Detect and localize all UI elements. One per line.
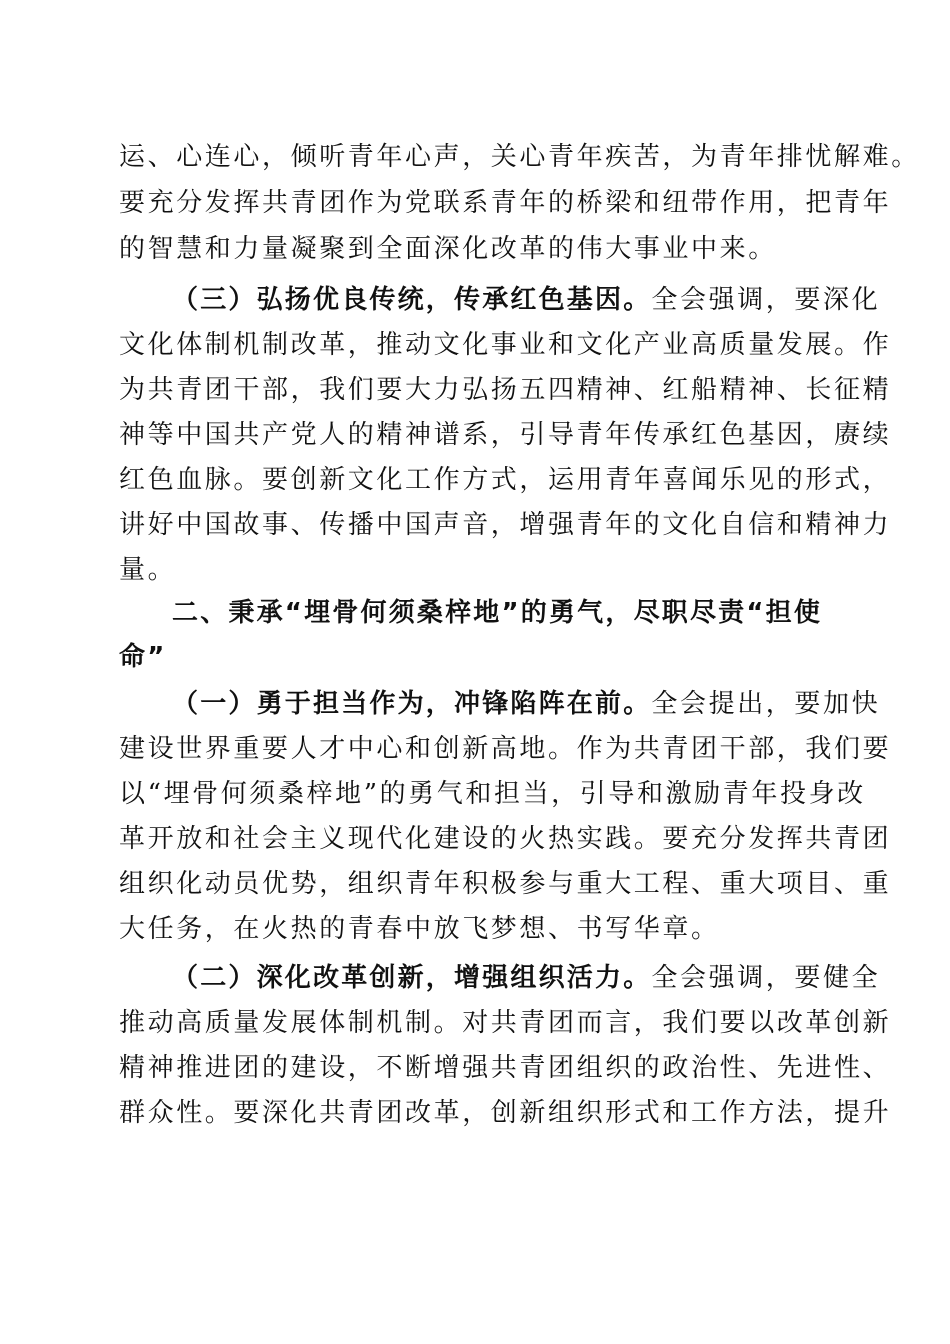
body-line: 精神推进团的建设，不断增强共青团组织的政治性、先进性、 xyxy=(119,1053,892,1083)
body-line: 大任务，在火热的青春中放飞梦想、书写华章。 xyxy=(119,914,720,944)
body-line: 革开放和社会主义现代化建设的火热实践。要充分发挥共青团 xyxy=(119,824,892,854)
body-line: 为共青团干部，我们要大力弘扬五四精神、红船精神、长征精 xyxy=(119,375,892,405)
section-one-title: （一）勇于担当作为，冲锋陷阵在前。 xyxy=(172,689,652,719)
body-line: 量。 xyxy=(119,555,177,585)
body-line: 文化体制机制改革，推动文化事业和文化产业高质量发展。作 xyxy=(119,330,892,360)
section-three-title: （三）弘扬优良传统，传承红色基因。 xyxy=(172,285,652,315)
body-line: 要充分发挥共青团作为党联系青年的桥梁和纽带作用，把青年 xyxy=(119,188,892,218)
body-line: 神等中国共产党人的精神谱系，引导青年传承红色基因，赓续 xyxy=(119,420,892,450)
chapter-two-heading-cont: 命” xyxy=(119,642,167,672)
body-line: 群众性。要深化共青团改革，创新组织形式和工作方法，提升 xyxy=(119,1098,892,1128)
body-line: 组织化动员优势，组织青年积极参与重大工程、重大项目、重 xyxy=(119,869,892,899)
section-two-title-line: （二）深化改革创新，增强组织活力。全会强调，要健全 xyxy=(172,963,881,993)
section-three-title-line: （三）弘扬优良传统，传承红色基因。全会强调，要深化 xyxy=(172,285,881,315)
body-line: 推动高质量发展体制机制。对共青团而言，我们要以改革创新 xyxy=(119,1008,892,1038)
chapter-two-heading: 二、秉承“埋骨何须桑梓地”的勇气，尽职尽责“担使 xyxy=(172,598,823,628)
body-line: 讲好中国故事、传播中国声音，增强青年的文化自信和精神力 xyxy=(119,510,892,540)
body-line: 的智慧和力量凝聚到全面深化改革的伟大事业中来。 xyxy=(119,234,777,264)
section-one-title-line: （一）勇于担当作为，冲锋陷阵在前。全会提出，要加快 xyxy=(172,689,881,719)
body-line: 以“埋骨何须桑梓地”的勇气和担当，引导和激励青年投身改 xyxy=(119,779,866,809)
body-line: 运、心连心，倾听青年心声，关心青年疾苦，为青年排忧解难。 xyxy=(119,142,920,172)
section-two-title: （二）深化改革创新，增强组织活力。 xyxy=(172,963,652,993)
body-line: 建设世界重要人才中心和创新高地。作为共青团干部，我们要 xyxy=(119,734,892,764)
body-line: 红色血脉。要创新文化工作方式，运用青年喜闻乐见的形式， xyxy=(119,465,892,495)
